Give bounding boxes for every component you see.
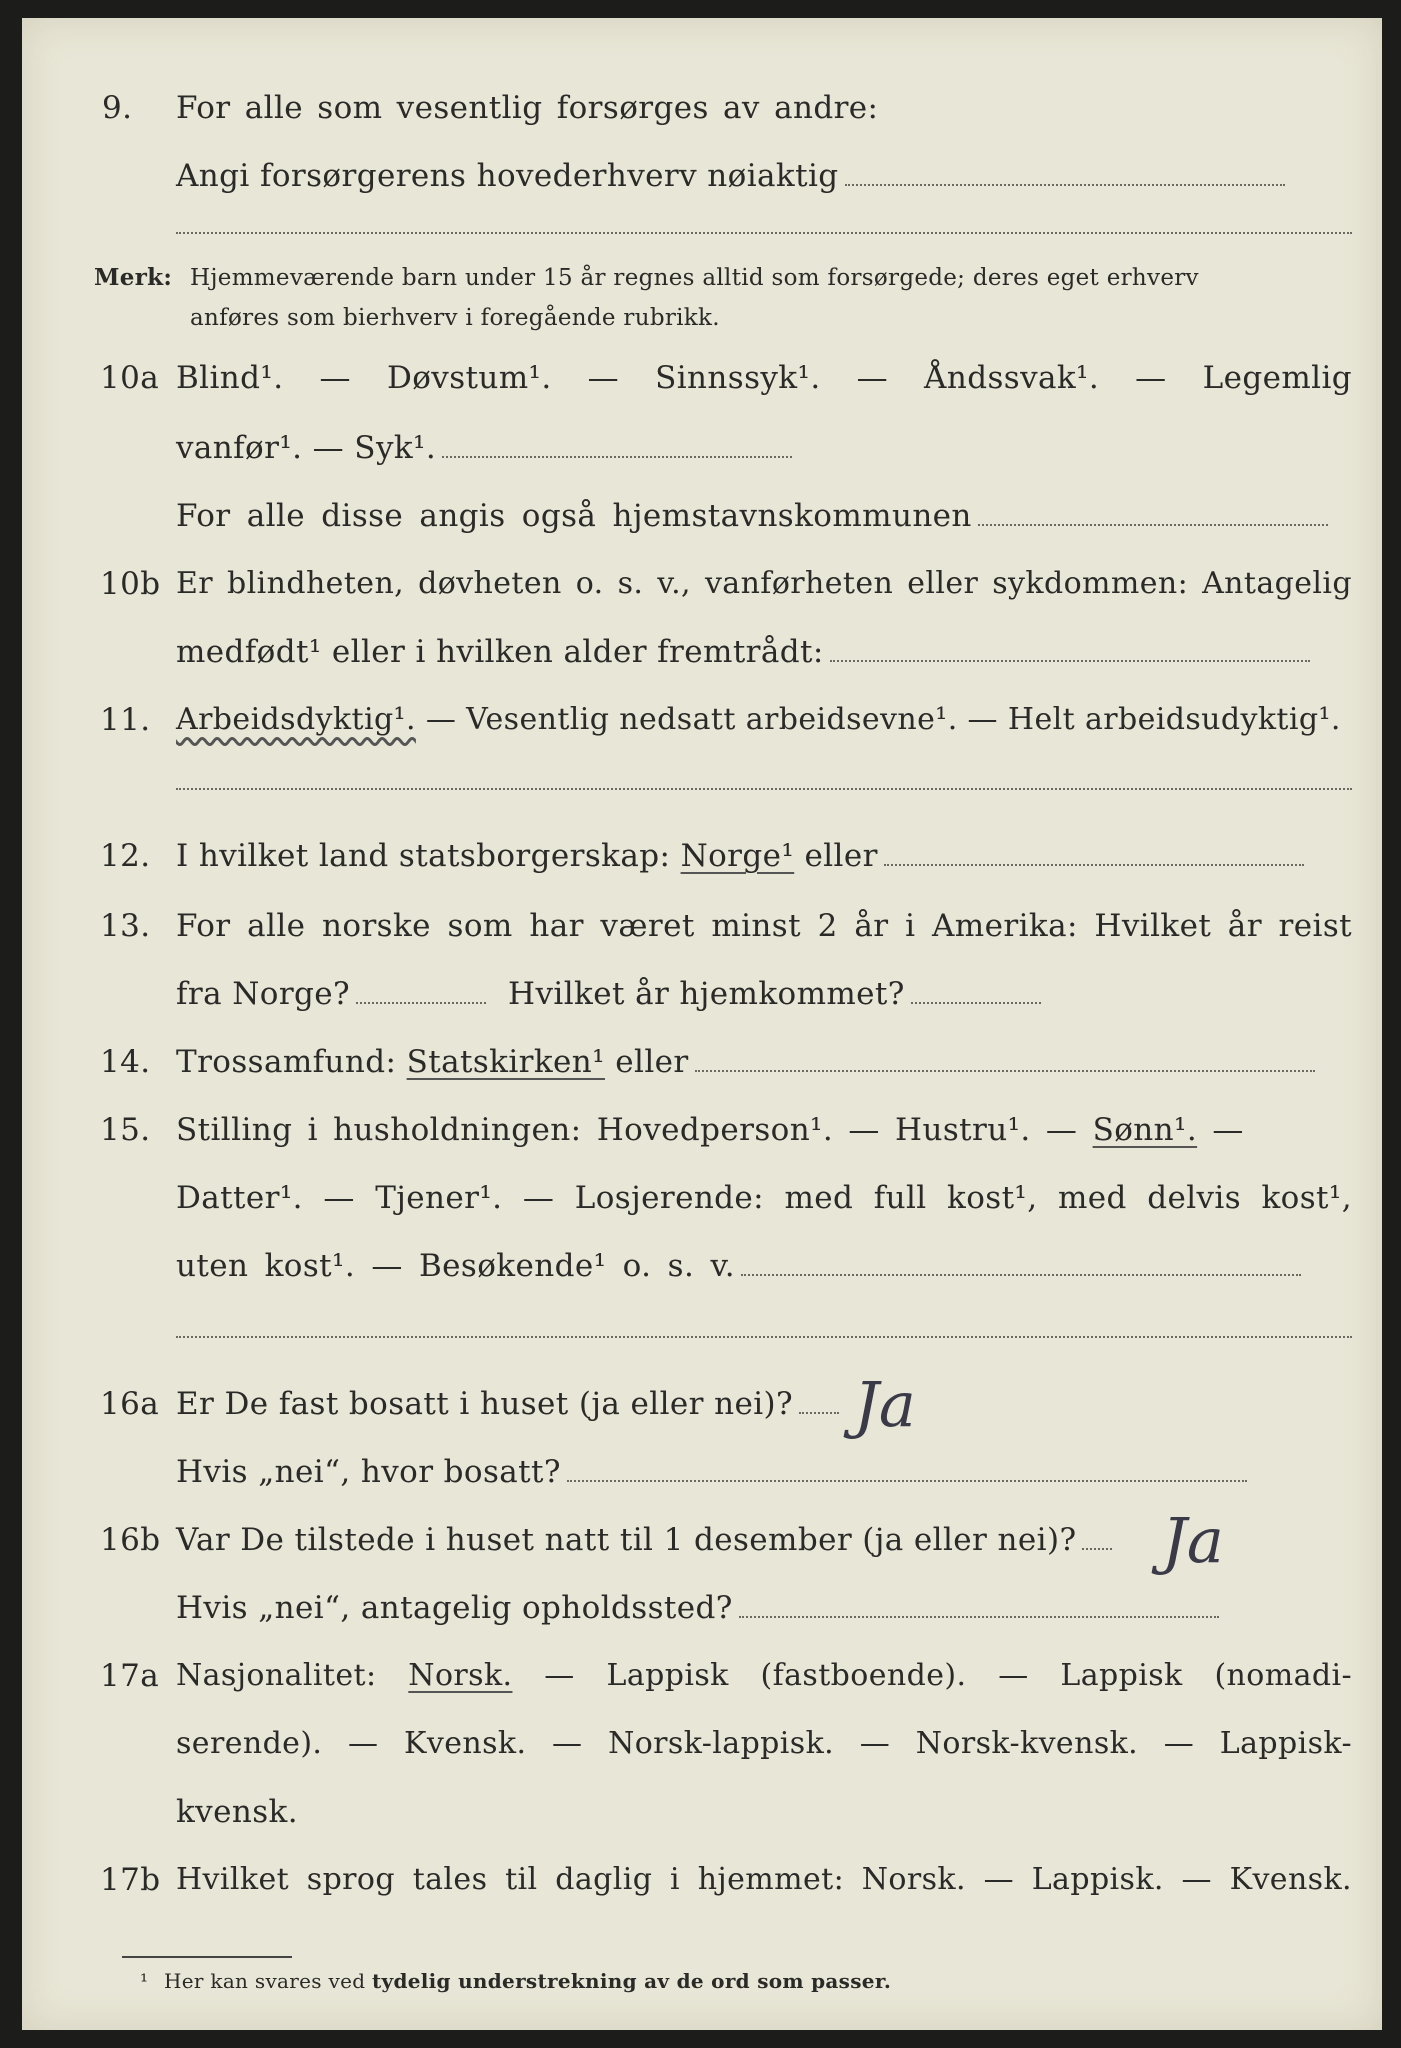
question-text: For alle norske som har været minst 2 år i Amerika: Hvilket år reist bbox=[176, 908, 1352, 944]
answer-line bbox=[845, 184, 1285, 186]
question-number: 16a bbox=[100, 1386, 160, 1422]
question-text: Var De tilstede i huset natt til 1 desember (ja eller nei)? bbox=[176, 1522, 1077, 1558]
question-text: For alle som vesentlig forsørges av andre: bbox=[176, 90, 879, 126]
question-number: 12. bbox=[100, 838, 151, 874]
answer-line bbox=[176, 788, 1352, 790]
question-text: Angi forsørgerens hovederhverv nøiaktig bbox=[176, 158, 839, 194]
question-text: Er blindheten, døvheten o. s. v., vanførheten eller sykdommen: Antagelig bbox=[176, 566, 1352, 601]
answer-line bbox=[176, 232, 1352, 234]
question-text: eller bbox=[794, 838, 878, 874]
question-text: — bbox=[1197, 1112, 1244, 1148]
answer-line bbox=[739, 1616, 1219, 1618]
question-number: 10b bbox=[100, 566, 161, 602]
answer-line bbox=[830, 660, 1310, 662]
question-text: — Vesentlig nedsatt arbeidsevne¹. — Helt arbeidsudyktig¹. bbox=[415, 702, 1341, 737]
footnote-bold-text: tydelig understrekning av de ord som passer. bbox=[371, 1969, 892, 1993]
question-text: kvensk. bbox=[176, 1794, 298, 1830]
answer-line bbox=[799, 1412, 839, 1414]
footnote-rule bbox=[122, 1956, 292, 1958]
footnote bbox=[140, 1966, 892, 1996]
question-text: serende). — Kvensk. — Norsk-lappisk. — Norsk-kvensk. — Lappisk- bbox=[176, 1726, 1352, 1761]
footnote-mark: ¹ bbox=[140, 1969, 149, 1993]
question-text: I hvilket land statsborgerskap: bbox=[176, 838, 681, 874]
question-number: 11. bbox=[100, 702, 151, 738]
question-text: medfødt¹ eller i hvilken alder fremtrådt: bbox=[176, 634, 824, 670]
question-text: vanfør¹. — Syk¹. bbox=[176, 430, 437, 466]
question-text: Stilling i husholdningen: Hovedperson¹. — Hustru¹. — bbox=[176, 1112, 1093, 1148]
note-text: Hjemmeværende barn under 15 år regnes alltid som forsørgede; deres eget erhverv bbox=[190, 265, 1199, 291]
answer-line bbox=[695, 1070, 1315, 1072]
question-number: 13. bbox=[100, 908, 151, 944]
answer-line bbox=[978, 524, 1328, 526]
census-form-page bbox=[22, 18, 1382, 2030]
question-number: 17b bbox=[100, 1862, 161, 1898]
question-number: 10a bbox=[100, 360, 160, 396]
question-number: 16b bbox=[100, 1522, 161, 1558]
question-text: eller bbox=[605, 1044, 689, 1080]
answer-line bbox=[176, 1336, 1352, 1338]
question-text: Trossamfund: bbox=[176, 1044, 407, 1080]
question-number: 17a bbox=[100, 1658, 160, 1694]
question-text: Datter¹. — Tjener¹. — Losjerende: med full kost¹, med delvis kost¹, bbox=[176, 1180, 1352, 1216]
note-merk bbox=[94, 258, 1352, 298]
question-text: Hvilket år hjemkommet? bbox=[508, 976, 905, 1012]
marked-answer: Sønn¹. bbox=[1092, 1112, 1198, 1148]
question-text: Nasjonalitet: bbox=[176, 1658, 409, 1693]
question-text: Er De fast bosatt i huset (ja eller nei)? bbox=[176, 1386, 794, 1422]
handwritten-answer: Ja bbox=[854, 1368, 916, 1441]
answer-line bbox=[442, 456, 792, 458]
answer-line bbox=[356, 1002, 486, 1004]
question-text: Hvilket sprog tales til daglig i hjemmet: Norsk. — Lappisk. — Kvensk. bbox=[176, 1862, 1352, 1897]
question-number: 15. bbox=[100, 1112, 151, 1148]
handwritten-answer: Ja bbox=[1162, 1504, 1224, 1577]
answer-line bbox=[884, 864, 1304, 866]
question-text: fra Norge? bbox=[176, 976, 351, 1012]
marked-answer: Statskirken¹ bbox=[406, 1044, 605, 1080]
question-text: Blind¹. — Døvstum¹. — Sinnssyk¹. — Åndssvak¹. — Legemlig bbox=[176, 360, 1352, 396]
footnote-text: Her kan svares ved bbox=[164, 1969, 372, 1993]
marked-answer: Arbeidsdyktig¹. bbox=[176, 702, 416, 737]
marked-answer: Norsk. bbox=[408, 1658, 513, 1693]
marked-answer: Norge¹ bbox=[680, 838, 795, 874]
answer-line bbox=[911, 1002, 1041, 1004]
answer-line bbox=[567, 1480, 1247, 1482]
note-label: Merk: bbox=[94, 264, 173, 291]
question-number: 14. bbox=[100, 1044, 151, 1080]
question-number: 9. bbox=[102, 90, 133, 126]
question-text: Hvis „nei“, hvor bosatt? bbox=[176, 1454, 561, 1490]
answer-line bbox=[741, 1274, 1301, 1276]
answer-line bbox=[1082, 1548, 1112, 1550]
note-text: anføres som bierhverv i foregående rubrikk. bbox=[190, 305, 720, 331]
question-text: — Lappisk (fastboende). — Lappisk (nomadi- bbox=[512, 1658, 1352, 1693]
question-text: Hvis „nei“, antagelig opholdssted? bbox=[176, 1590, 733, 1626]
question-text: For alle disse angis også hjemstavnskommunen bbox=[176, 498, 972, 534]
question-text: uten kost¹. — Besøkende¹ o. s. v. bbox=[176, 1248, 735, 1284]
